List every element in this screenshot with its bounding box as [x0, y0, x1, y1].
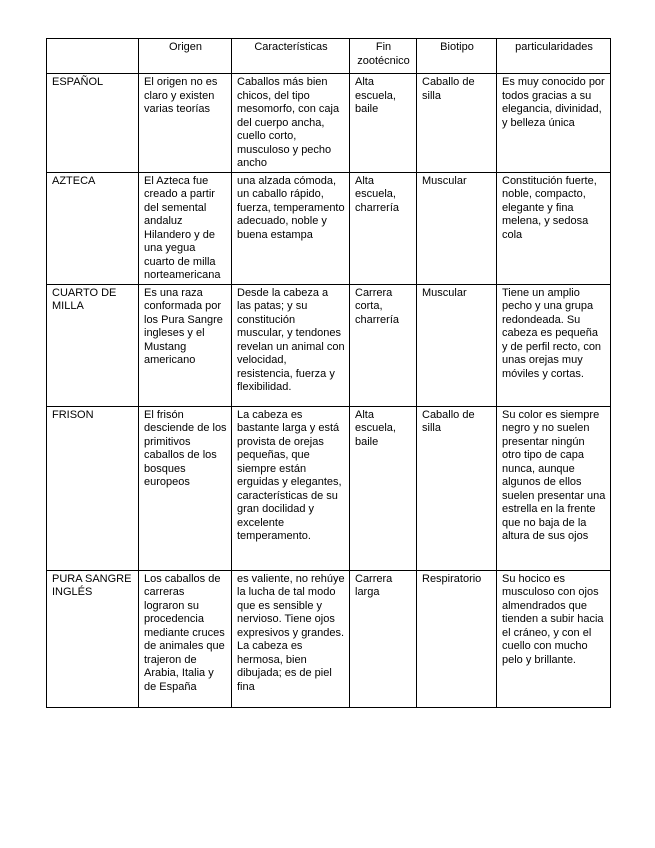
table-row	[47, 172, 611, 284]
cell-particularidades: Tiene un amplio pecho y una grupa redondeada. Su cabeza es pequeña y de perfil recto, con unas orejas muy móviles y cortas.	[497, 284, 611, 406]
header-biotipo: Biotipo	[417, 39, 497, 74]
table-row	[47, 284, 611, 406]
cell-origen: El Azteca fue creado a partir del semental andaluz Hilandero y de una yegua cuarto de milla norteamericana	[139, 172, 232, 284]
cell-particularidades: Su color es siempre negro y no suelen presentar ningún otro tipo de capa nunca, aunque algunos de ellos suelen presentar una estrella en la frente que no baja de la altura de sus ojos	[497, 406, 611, 570]
table-row	[47, 406, 611, 570]
header-particularidades: particularidades	[497, 39, 611, 74]
header-fin-zootecnico: Fin zootécnico	[350, 39, 417, 74]
header-caracteristicas: Características	[232, 39, 350, 74]
cell-fin-zootecnico: Alta escuela, baile	[350, 74, 417, 173]
cell-biotipo: Caballo de silla	[417, 74, 497, 173]
table-header-row	[47, 39, 611, 74]
cell-biotipo: Caballo de silla	[417, 406, 497, 570]
header-origen: Origen	[139, 39, 232, 74]
cell-breed-name: ESPAÑOL	[47, 74, 139, 173]
cell-biotipo: Muscular	[417, 284, 497, 406]
table-row	[47, 74, 611, 173]
cell-fin-zootecnico: Carrera corta, charrería	[350, 284, 417, 406]
cell-caracteristicas: Desde la cabeza a las patas; y su constitución muscular, y tendones revelan un animal con velocidad, resistencia, fuerza y flexibilidad.	[232, 284, 350, 406]
cell-origen: El frisón desciende de los primitivos caballos de los bosques europeos	[139, 406, 232, 570]
table-row	[47, 570, 611, 707]
cell-biotipo: Respiratorio	[417, 570, 497, 707]
cell-caracteristicas: es valiente, no rehúye la lucha de tal modo que es sensible y nervioso. Tiene ojos expresivos y grandes. La cabeza es hermosa, bien dibujada; es de piel fina	[232, 570, 350, 707]
cell-fin-zootecnico: Alta escuela, baile	[350, 406, 417, 570]
cell-origen: Los caballos de carreras lograron su procedencia mediante cruces de animales que trajeron de Arabia, Italia y de España	[139, 570, 232, 707]
cell-origen: Es una raza conformada por los Pura Sangre ingleses y el Mustang americano	[139, 284, 232, 406]
cell-caracteristicas: La cabeza es bastante larga y está provista de orejas pequeñas, que siempre están erguidas y elegantes, características de su gran docilidad y excelente temperamento.	[232, 406, 350, 570]
cell-particularidades: Constitución fuerte, noble, compacto, elegante y fina melena, y sedosa cola	[497, 172, 611, 284]
cell-caracteristicas: una alzada cómoda, un caballo rápido, fuerza, temperamento adecuado, noble y buena estampa	[232, 172, 350, 284]
cell-particularidades: Es muy conocido por todos gracias a su elegancia, divinidad, y belleza única	[497, 74, 611, 173]
cell-fin-zootecnico: Carrera larga	[350, 570, 417, 707]
cell-breed-name: CUARTO DE MILLA	[47, 284, 139, 406]
cell-biotipo: Muscular	[417, 172, 497, 284]
horse-breeds-table	[46, 38, 611, 708]
cell-breed-name: AZTECA	[47, 172, 139, 284]
cell-breed-name: PURA SANGRE INGLÉS	[47, 570, 139, 707]
cell-breed-name: FRISON	[47, 406, 139, 570]
cell-origen: El origen no es claro y existen varias teorías	[139, 74, 232, 173]
cell-fin-zootecnico: Alta escuela, charrería	[350, 172, 417, 284]
header-breed	[47, 39, 139, 74]
cell-caracteristicas: Caballos más bien chicos, del tipo mesomorfo, con caja del cuerpo ancha, cuello corto, musculoso y pecho ancho	[232, 74, 350, 173]
cell-particularidades: Su hocico es musculoso con ojos almendrados que tienden a subir hacia el cráneo, y con el cuello con mucho pelo y brillante.	[497, 570, 611, 707]
